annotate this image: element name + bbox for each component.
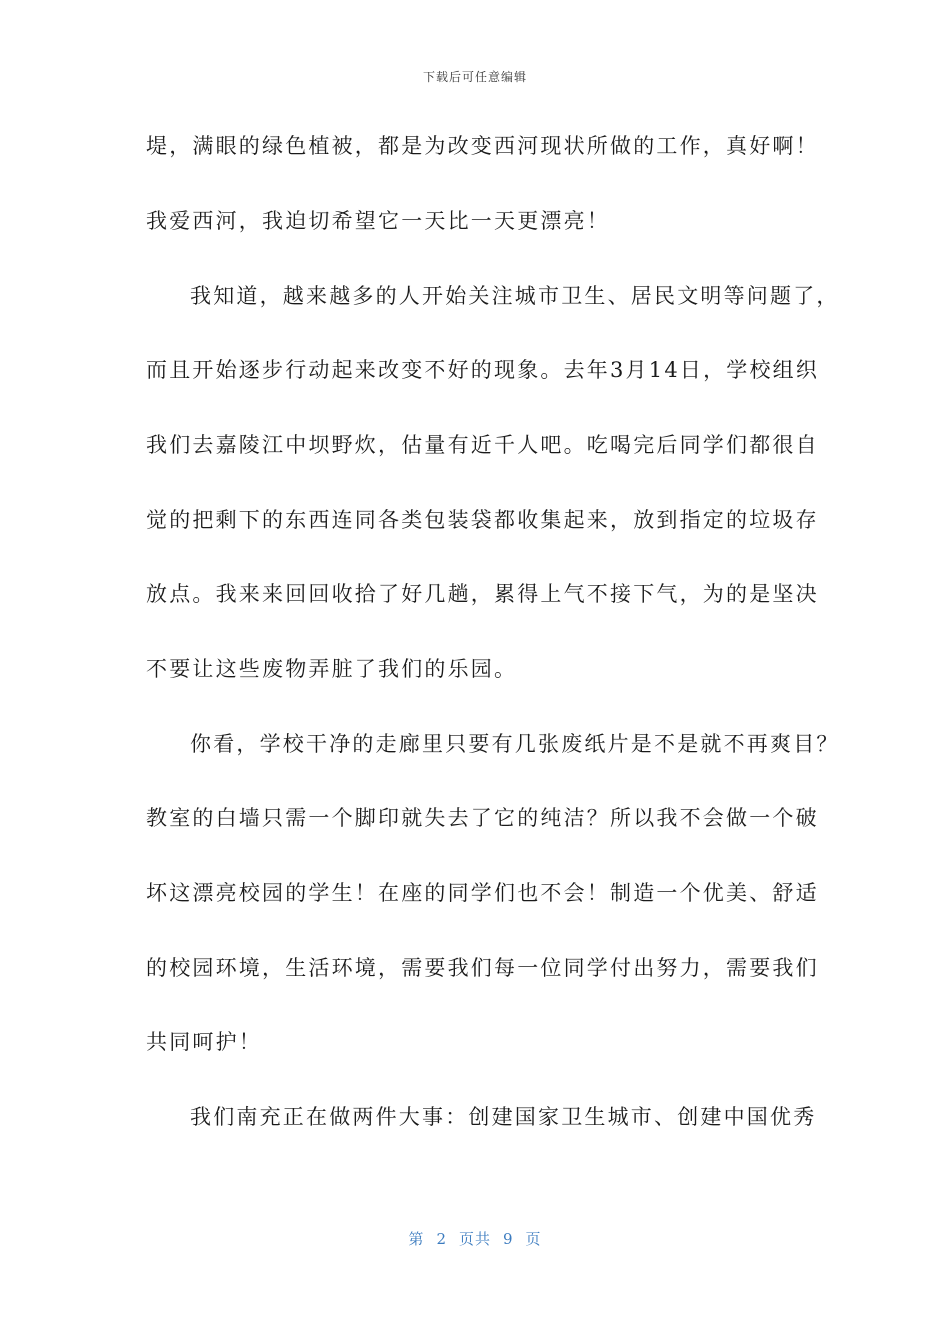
body-line: 堤，满眼的绿色植被，都是为改变西河现状所做的工作，真好啊！ — [146, 134, 819, 158]
body-line: 觉的把剩下的东西连同各类包装袋都收集起来，放到指定的垃圾存 — [146, 508, 819, 532]
page-middle: 页共 — [458, 1230, 491, 1248]
paragraph-start-line: 你看，学校干净的走廊里只要有几张废纸片是不是就不再爽目？ — [190, 732, 840, 756]
page-number: 2 — [436, 1230, 447, 1248]
body-line: 共同呵护！ — [146, 1030, 262, 1054]
body-line: 放点。我来来回回收拾了好几趟，累得上气不接下气，为的是坚决 — [146, 582, 819, 606]
page-suffix: 页 — [525, 1230, 542, 1248]
paragraph-start-line: 我们南充正在做两件大事：创建国家卫生城市、创建中国优秀 — [190, 1105, 817, 1129]
body-line: 我们去嘉陵江中坝野炊，估量有近千人吧。吃喝完后同学们都很自 — [146, 433, 819, 457]
body-line: 教室的白墙只需一个脚印就失去了它的纯洁？所以我不会做一个破 — [146, 806, 819, 830]
paragraph-start-line: 我知道，越来越多的人开始关注城市卫生、居民文明等问题了， — [190, 284, 840, 308]
page-footer — [0, 1228, 950, 1249]
body-line: 不要让这些废物弄脏了我们的乐园。 — [146, 657, 518, 681]
body-line: 坏这漂亮校园的学生！在座的同学们也不会！制造一个优美、舒适 — [146, 881, 819, 905]
body-line: 我爱西河，我迫切希望它一天比一天更漂亮！ — [146, 209, 610, 233]
page-prefix: 第 — [408, 1230, 425, 1248]
body-line: 而且开始逐步行动起来改变不好的现象。去年3月14日，学校组织 — [146, 358, 820, 382]
body-line: 的校园环境，生活环境，需要我们每一位同学付出努力，需要我们 — [146, 956, 819, 980]
total-pages: 9 — [503, 1230, 514, 1248]
header-note: 下载后可任意编辑 — [422, 70, 527, 84]
